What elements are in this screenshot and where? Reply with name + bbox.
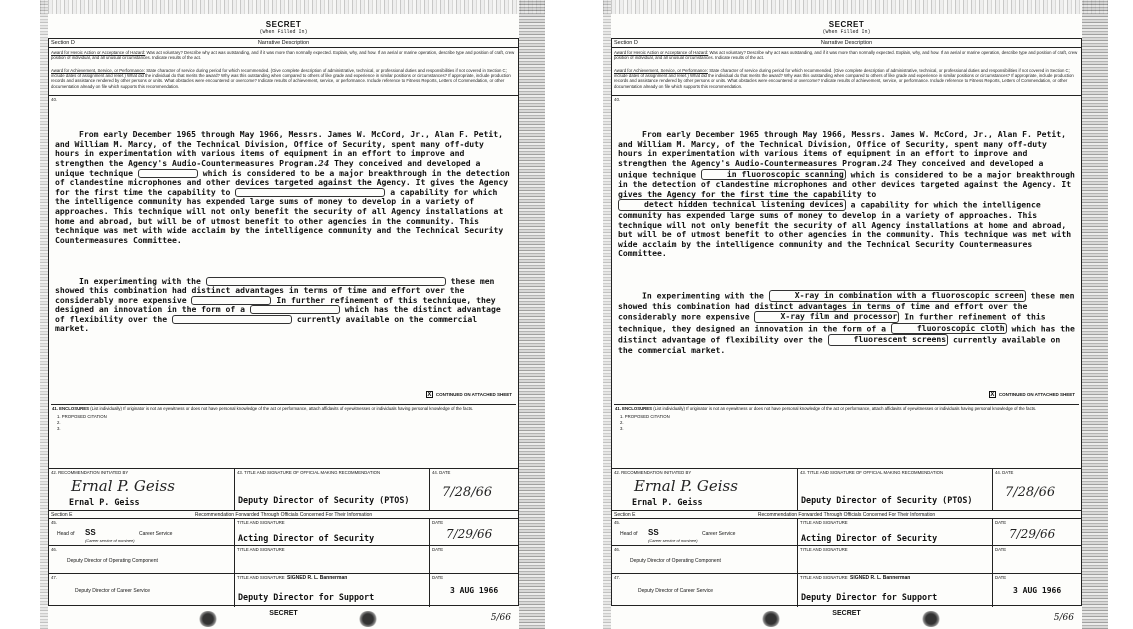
declassified-fill: X-ray in combination with a fluoroscopic screen: [769, 290, 1026, 302]
instructions-heroic: Award for Heroic Action or Acceptance of Hazard: Was act voluntary? Describe why act was outstanding, and if it was more than normally expected. Explain, why, and how. If an aerial or marine operation, describe type and position of craft, crew position of individual, and all unusual circumstances. Indicate results of the act.: [614, 50, 1078, 61]
classification-footer: SECRET: [832, 610, 861, 617]
continued-check-mark: X: [990, 392, 995, 398]
form-frame: [611, 38, 1082, 606]
signature-row-47: 47. Deputy Director of Career Service TITLE AND SIGNATURE SIGNED R. L. Bannerman Deputy Director for Support DATE 3 AUG 1966: [49, 573, 518, 607]
enclosure-item: 3.: [620, 426, 624, 431]
ink-blot: [921, 611, 941, 627]
date-47: 3 AUG 1966: [1013, 586, 1062, 595]
declassified-fill: in fluoroscopic scanning: [701, 169, 846, 181]
instructions-achievement: Award for Achievement, Service, or Performance: State character of service during period for which recommended. (Give complete description of administrative, technical, or professional duties and responsibilities if not covered in Section C; include dates of assignment and relief.) What did the individual do that merits the award? Why was this outstanding when compared to others of like grade and experience in similar positions or circumstances? If appropriate, include production records and assistance rendered by other persons or units. What obstacles were encountered or overcome? Indicate results of achievement, service, or performance. Include reference to Fitness Reports, Letters of Commendation, or other documentation already on file which supports this recommendation.: [614, 68, 1074, 89]
document-page-left: [40, 0, 545, 629]
instructions-achievement: Award for Achievement, Service, or Performance: State character of service during period for which recommended. (Give complete description of administrative, technical, or professional duties and responsibilities if not covered in Section C; include dates of assignment and relief.) What did the individual do that merits the award? Why was this outstanding when compared to others of like grade and experience in similar positions or circumstances? If appropriate, include production records and assistance rendered by other persons or units. What obstacles were encountered or overcome? Indicate results of achievement, service, or performance. Include reference to Fitness Reports, Letters of Commendation, or other documentation already on file which supports this recommendation.: [51, 68, 511, 89]
section-label: Section D: [614, 40, 638, 46]
section-title: Narrative Description: [257, 40, 310, 46]
ink-blot: [761, 611, 781, 627]
section-title: Narrative Description: [820, 40, 873, 46]
signature-row-42-44: 42. RECOMMENDATION INITIATED BY Ernal P. Geiss Ernal P. Geiss 43. TITLE AND SIGNATURE OF OFFICIAL MAKING RECOMMENDATION Deputy Director of Security (PTOS) 44. DATE 7/28/66: [49, 468, 518, 510]
acting-title: Acting Director of Security: [801, 533, 938, 543]
section-label: Section D: [51, 40, 75, 46]
filled-in-note: (When Filled In): [822, 29, 871, 35]
classification-footer: SECRET: [269, 610, 298, 617]
support-title: Deputy Director for Support: [801, 592, 938, 602]
narrative-text: From early December 1965 through May 1966, Messrs. James W. McCord, Jr., Alan F. Petit, and William M. Marcy, of the Technical Division, Office of Security, spent many off-duty hours in experimentation with various items of equipment in an effort to improve and strengthen the Agency's Audio-Countermeasures Program.24 They conceived and developed a unique technique in fluoroscopic scanning which is considered to be a major breakthrough in the detection of clandestine microphones and other devices targeted against the Agency. It gives the Agency for the first time the capability to detect hidden technical listening devices a capability for which the intelligence community has expended large sums of money to develop in a variety of approaches. This technique will not only benefit the security of all Agency installations at home and abroad, but will be of utmost benefit to other agencies in the community. This technique was met with wide acclaim by the intelligence community and the Technical Security Countermeasures Committee. In experimenting with the X-ray in combination with a fluoroscopic screen these men showed this combination had distinct advantages in terms of time and effort over the considerably more expensive X-ray film and processor In further refinement of this technique, they designed an innovation in the form of a fluoroscopic cloth which has the distinct advantage of flexibility over the fluorescent screens currently available on the commercial market.: [618, 129, 1080, 356]
redaction-box: [172, 315, 292, 324]
declassified-fill: fluoroscopic cloth: [891, 323, 1007, 335]
signature-row-42-44: 42. RECOMMENDATION INITIATED BY Ernal P. Geiss Ernal P. Geiss 43. TITLE AND SIGNATURE OF OFFICIAL MAKING RECOMMENDATION Deputy Director of Security (PTOS) 44. DATE 7/28/66: [612, 468, 1081, 510]
acting-title: Acting Director of Security: [238, 533, 375, 543]
declassified-fill: X-ray film and processor: [754, 311, 899, 323]
signature-row-45: 45. Head of SS Career Service (Career service of nominee) TITLE AND SIGNATURE Acting Director of Security DATE 7/29/66: [612, 518, 1081, 545]
enclosure-item: 2.: [620, 420, 624, 425]
page-mark: 5/66: [490, 613, 511, 623]
section-e-header: Section E Recommendation Forwarded Through Officials Concerned For Their Information: [49, 510, 518, 518]
filled-in-note: (When Filled In): [259, 29, 308, 35]
continued-checkbox: X CONTINUED ON ATTACHED SHEET: [427, 392, 512, 398]
continued-check-mark: X: [427, 392, 432, 398]
ink-blot: [358, 611, 378, 627]
signature-row-47: 47. Deputy Director of Career Service TITLE AND SIGNATURE SIGNED R. L. Bannerman Deputy Director for Support DATE 3 AUG 1966: [612, 573, 1081, 607]
date-45: 7/29/66: [1009, 527, 1056, 541]
continued-checkbox: X CONTINUED ON ATTACHED SHEET: [990, 392, 1075, 398]
section-d-header: [612, 39, 1081, 48]
date-44: 7/28/66: [442, 485, 493, 500]
enclosure-item: 3.: [57, 426, 61, 431]
initiator-signature: Ernal P. Geiss: [634, 477, 738, 495]
date-47: 3 AUG 1966: [450, 586, 499, 595]
instructions-heroic: Award for Heroic Action or Acceptance of Hazard: Was act voluntary? Describe why act was outstanding, and if it was more than normally expected. Explain, why, and how. If an aerial or marine operation, describe type and position of craft, crew position of individual, and all unusual circumstances. Indicate results of the act.: [51, 50, 515, 61]
form-frame: [48, 38, 519, 606]
date-45: 7/29/66: [446, 527, 493, 541]
signature-row-46: 46. Deputy Director of Operating Component TITLE AND SIGNATURE DATE: [49, 545, 518, 573]
item-number-40: 40.: [51, 97, 58, 102]
initiator-name: Ernal P. Geiss: [69, 497, 140, 507]
initiator-signature: Ernal P. Geiss: [71, 477, 175, 495]
scan-edge-right: [519, 0, 545, 629]
signed-stamp: SIGNED R. L. Bannerman: [287, 575, 348, 581]
signature-row-45: 45. Head of SS Career Service (Career service of nominee) TITLE AND SIGNATURE Acting Director of Security DATE 7/29/66: [49, 518, 518, 545]
ink-blot: [198, 611, 218, 627]
signature-row-46: 46. Deputy Director of Operating Component TITLE AND SIGNATURE DATE: [612, 545, 1081, 573]
page-mark: 5/66: [1053, 613, 1074, 623]
classification-header: SECRET: [828, 20, 865, 29]
official-title: Deputy Director of Security (PTOS): [801, 495, 973, 505]
item-number-40: 40.: [614, 97, 621, 102]
official-title: Deputy Director of Security (PTOS): [238, 495, 410, 505]
scan-edge-left: [603, 0, 611, 629]
classification-header: SECRET: [265, 20, 302, 29]
initiator-name: Ernal P. Geiss: [632, 497, 703, 507]
declassified-fill: fluorescent screens: [828, 334, 949, 346]
section-e-header: Section E Recommendation Forwarded Through Officials Concerned For Their Information: [612, 510, 1081, 518]
enclosure-item: 2.: [57, 420, 61, 425]
scan-edge-left: [40, 0, 48, 629]
date-44: 7/28/66: [1005, 485, 1056, 500]
section-d-header: [49, 39, 518, 48]
scan-edge-right: [1082, 0, 1108, 629]
enclosure-item: 1. PROPOSED CITATION: [620, 414, 670, 419]
document-page-right: [603, 0, 1108, 629]
enclosures-section: 41. ENCLOSURES (List individually) If originator is not an eyewitness or does not have personal knowledge of the act or performance, attach affidavits of eyewitnesses or individuals having personal knowledge of the facts. 1. PROPOSED CITATION 2. 3.: [614, 404, 1079, 468]
support-title: Deputy Director for Support: [238, 592, 375, 602]
enclosures-section: 41. ENCLOSURES (List individually) If originator is not an eyewitness or does not have personal knowledge of the act or performance, attach affidavits of eyewitnesses or individuals having personal knowledge of the facts. 1. PROPOSED CITATION 2. 3.: [51, 404, 516, 468]
declassified-fill: detect hidden technical listening devices: [618, 199, 846, 211]
enclosure-item: 1. PROPOSED CITATION: [57, 414, 107, 419]
signed-stamp: SIGNED R. L. Bannerman: [850, 575, 911, 581]
narrative-text: From early December 1965 through May 1966, Messrs. James W. McCord, Jr., Alan F. Petit, and William M. Marcy, of the Technical Division, Office of Security, spent many off-duty hours in experimentation with various items of equipment in an effort to improve and strengthen the Agency's Audio-Countermeasures Program.24 They conceived and developed a unique technique which is considered to be a major breakthrough in the detection of clandestine microphones and other devices targeted against the Agency. It gives the Agency for the first time the capability to a capability for which the intelligence community has expended large sums of money to develop in a variety of approaches. This technique will not only benefit the security of all Agency installations at home and abroad, but will be of utmost benefit to other agencies in the community. This technique was met with wide acclaim by the intelligence community and the Technical Security Countermeasures Committee. In experimenting with the these men showed this combination had distinct advantages in terms of time and effort over the considerably more expensive In further refinement of this technique, they designed an innovation in the form of a which has the distinct advantage of flexibility over the currently available on the commercial market.: [55, 129, 515, 334]
